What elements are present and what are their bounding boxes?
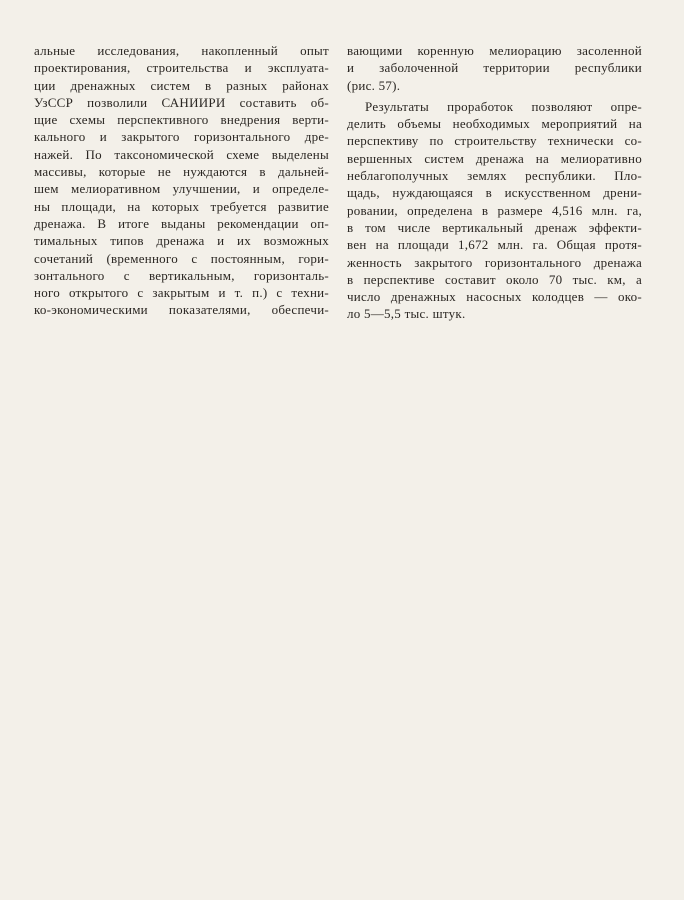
text-line: зонтального с вертикальным, горизонталь- [34, 267, 329, 283]
text-line: УзССР позволили САНИИРИ составить об- [34, 94, 329, 110]
text-line: ции дренажных систем в разных районах [34, 77, 329, 93]
text-line: дренажа. В итоге выданы рекомендации оп- [34, 215, 329, 231]
right-text-column [347, 42, 642, 323]
text-line: проектирования, строительства и эксплуата- [34, 60, 329, 76]
text-line: и заболоченной территории республики [347, 60, 642, 76]
text-line: щадь, нуждающаяся в искусственном дрени- [347, 185, 642, 201]
text-line: делить объемы необходимых мероприятий на [347, 116, 642, 132]
paragraph-results [347, 98, 642, 323]
text-line: (рис. 57). [347, 77, 401, 93]
text-line: ны площади, на которых требуется развитие [34, 198, 329, 214]
paragraph-continuation [347, 42, 642, 94]
text-line: кального и закрытого горизонтального дре- [34, 129, 329, 145]
text-line: ло 5—5,5 тыс. штук. [347, 306, 466, 322]
text-line: нажей. По таксономической схеме выделены [34, 146, 329, 162]
text-line: ного открытого с закрытым и т. п.) с техни- [34, 285, 329, 301]
text-line: тимальных типов дренажа и их возможных [34, 233, 329, 249]
text-line: ко-экономическими показателями, обеспечи- [34, 302, 329, 318]
text-line: перспективу по строительству технически со- [347, 133, 642, 149]
text-line: в перспективе составит около 70 тыс. км, а [347, 271, 642, 287]
text-line: Результаты проработок позволяют опре- [365, 98, 642, 114]
left-text-column [34, 42, 329, 319]
text-line: массивы, которые не нуждаются в дальней- [34, 164, 329, 180]
text-line: неблагополучных землях республики. Пло- [347, 168, 642, 184]
text-line: щие схемы перспективного внедрения верти- [34, 112, 329, 128]
text-line: альные исследования, накопленный опыт [34, 43, 329, 58]
text-line: шем мелиоративном улучшении, и определе- [34, 181, 329, 197]
text-line: женность закрытого горизонтального дренажа [347, 254, 642, 270]
text-line: вен на площади 1,672 млн. га. Общая протя- [347, 237, 642, 253]
text-line: вающими коренную мелиорацию засоленной [347, 43, 642, 58]
text-line: число дренажных насосных колодцев — око- [347, 289, 642, 305]
text-line: вершенных систем дренажа на мелиоративно [347, 150, 642, 166]
text-line: сочетаний (временного с постоянным, гори- [34, 250, 329, 266]
text-line: ровании, определена в размере 4,516 млн. га, [347, 202, 642, 218]
text-line: в том числе вертикальный дренаж эффекти- [347, 219, 642, 235]
